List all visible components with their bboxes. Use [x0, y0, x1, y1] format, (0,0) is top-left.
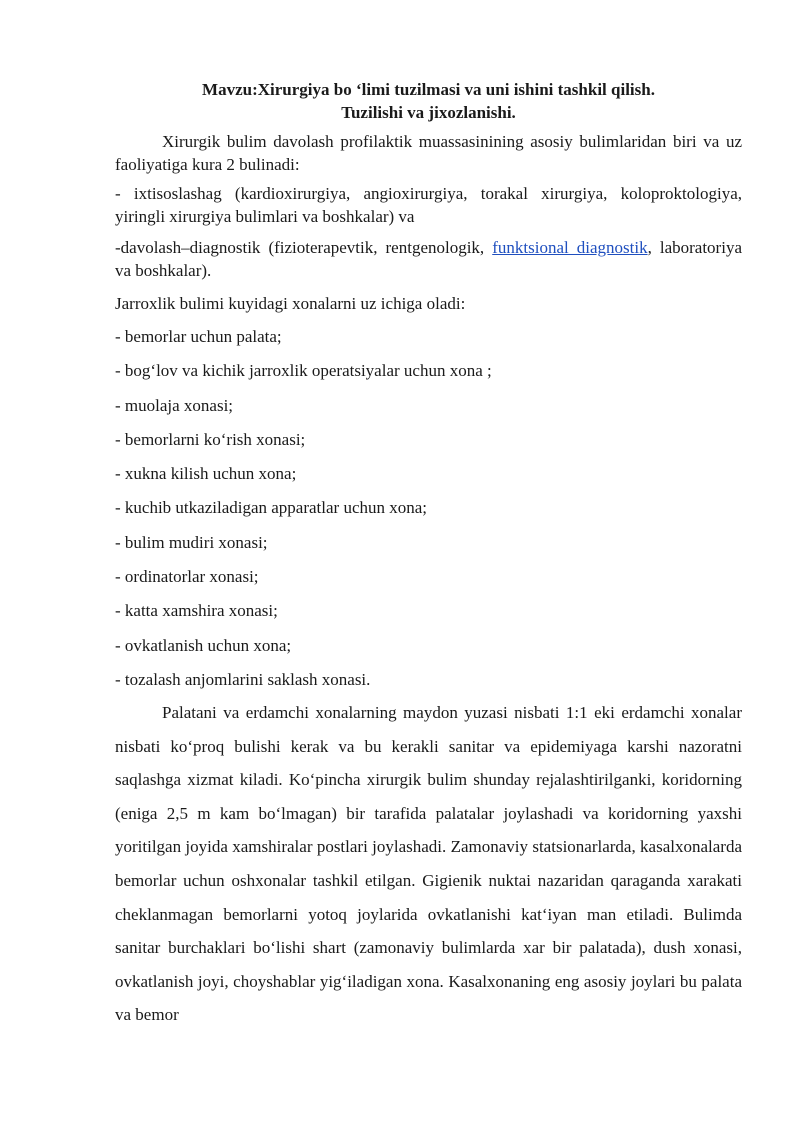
funktsional-diagnostik-link[interactable]: funktsional diagnostik [492, 238, 648, 257]
list-item: - tozalash anjomlarini saklash xonasi. [115, 669, 371, 689]
list-item: - xukna kilish uchun xona; [115, 464, 297, 484]
title-line-2: Tuzilishi va jixozlanishi. [341, 103, 516, 122]
list-item: - ordinatorlar xonasi; [115, 567, 259, 587]
rooms-heading: Jarroxlik bulimi kuyidagi xonalarni uz ichiga oladi: [115, 294, 466, 313]
body-paragraph: Palatani va erdamchi xonalarning maydon yuzasi nisbati 1:1 eki erdamchi xonalar nisbati ko‘proq bulishi kerak va bu kerakli sanitar va epidemiyaga karshi nazoratni saqlashga xizmat kiladi. Ko‘pincha xirurgik bulim shunday rejalashtirilganki, koridorning (eniga 2,5 m kam bo‘lmagan) bir tarafida palatalar joylashadi va koridorning yaxshi yoritilgan joyida xamshiralar postlari joylashadi. Zamonaviy statsionarlarda, kasalxonalarda bemorlar uchun oshxonalar tashkil etilgan. Gigienik nuktai nazaridan qaraganda xarakati cheklanmagan bemorlarni yotoq joylarida ovkatlanishi kat‘iyan man etiladi. Bulimda sanitar burchaklari bo‘lishi shart (zamonaviy bulimlarda xar bir palatada), dush xonasi, ovkatlanish joyi, choyshablar yig‘iladigan xona. Kasalxonaning eng asosiy joylari bu palata va bemor [115, 702, 742, 1025]
document-title [115, 78, 742, 124]
list-item: - ovkatlanish uchun xona; [115, 635, 292, 655]
list-item: - bemorlar uchun palata; [115, 327, 282, 346]
category-diagnostic-text-after: , laboratoriya va boshkalar). [115, 238, 742, 280]
category-specialized: - ixtisoslashag (kardioxirurgiya, angioxirurgiya, torakal xirurgiya, koloproktologiya, yiringli xirurgiya bulimlari va boshkalar) va [115, 184, 742, 226]
list-item: - muolaja xonasi; [115, 395, 234, 415]
list-item: - bog‘lov va kichik jarroxlik operatsiyalar uchun xona ; [115, 361, 492, 381]
intro-paragraph: Xirurgik bulim davolash profilaktik muassasinining asosiy bulimlaridan biri va uz faoliyatiga kura 2 bulinadi: [115, 132, 742, 174]
document-page [115, 78, 742, 1032]
list-item: - bulim mudiri xonasi; [115, 532, 268, 552]
rooms-list [115, 325, 742, 691]
title-line-1: Mavzu:Xirurgiya bo ‘limi tuzilmasi va uni ishini tashkil qilish. [202, 80, 655, 99]
list-item: - katta xamshira xonasi; [115, 601, 278, 621]
list-item: - bemorlarni ko‘rish xonasi; [115, 429, 306, 449]
category-diagnostic-text-before: -davolash–diagnostik (fizioterapevtik, rentgenologik, [115, 238, 493, 257]
category-diagnostic [115, 236, 742, 282]
list-item: - kuchib utkaziladigan apparatlar uchun xona; [115, 498, 428, 518]
